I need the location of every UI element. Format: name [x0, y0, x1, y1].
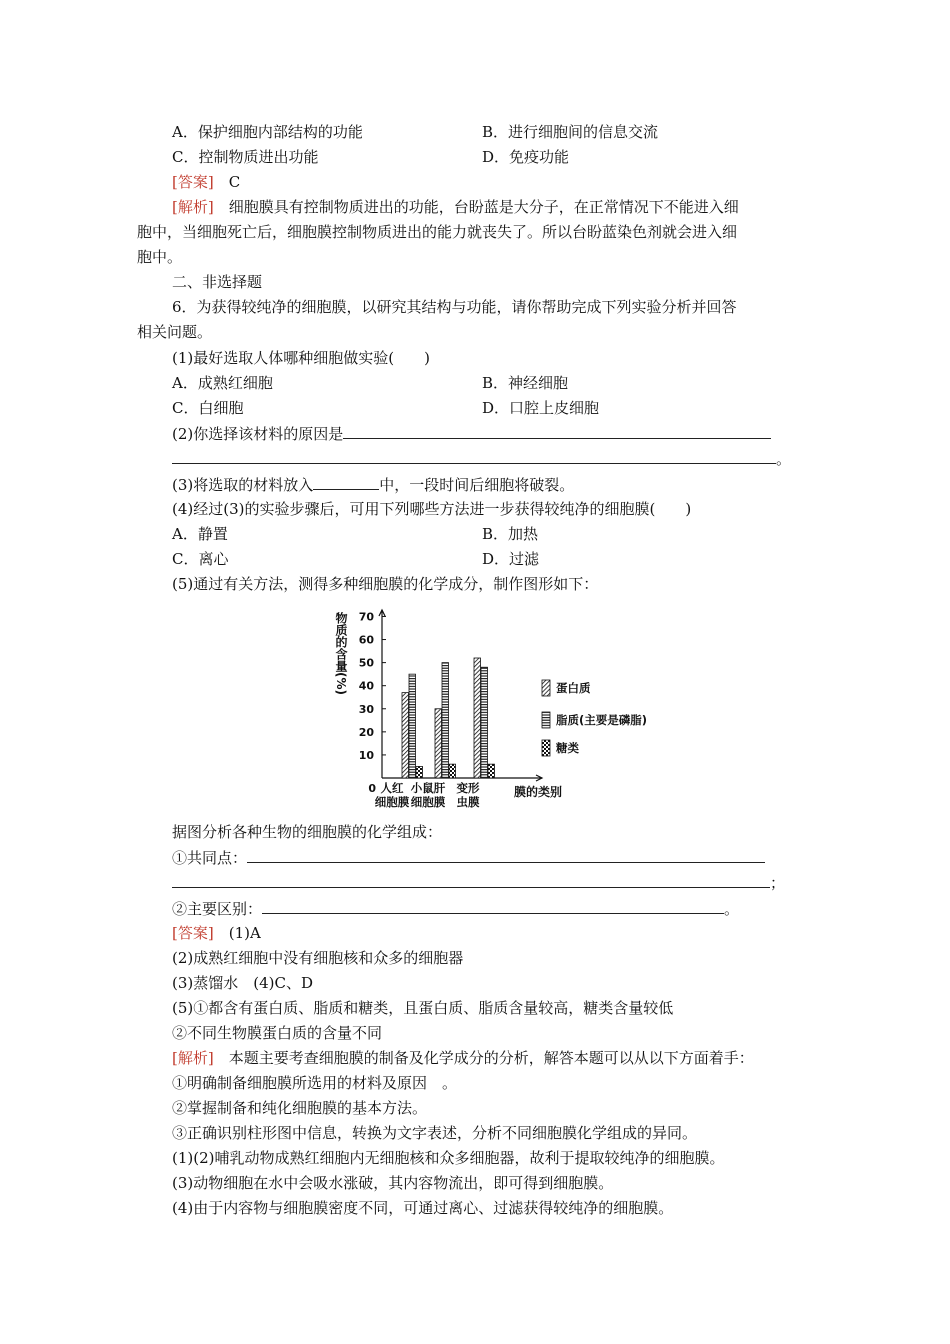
- q6-analysis-l7: (4)由于内容物与细胞膜密度不同，可通过离心、过滤获得较纯净的细胞膜。: [172, 1199, 674, 1217]
- analysis-tag: [解析]: [172, 1049, 214, 1067]
- q6-answer-l1: (1)A: [228, 924, 261, 942]
- legend-swatch: [542, 680, 550, 696]
- q6-part3: [172, 474, 574, 495]
- y-tick-label: 10: [358, 748, 374, 762]
- y-tick-label: 20: [358, 725, 374, 739]
- answer-blank[interactable]: [247, 847, 765, 863]
- q6-common-point: [172, 847, 765, 868]
- q6-common-label: ①共同点：: [172, 849, 248, 867]
- q6-after-chart: 据图分析各种生物的细胞膜的化学组成：: [172, 823, 443, 841]
- chart-legend: [542, 680, 647, 756]
- bar-2-1: [449, 764, 456, 778]
- q6-part2-end: 。: [776, 450, 792, 468]
- q6-p1-option-a: A．成熟红细胞: [172, 374, 273, 392]
- q6-common-end: ；: [770, 874, 786, 892]
- q6-answer-l3: (3)蒸馏水 (4)C、D: [172, 974, 313, 992]
- q6-p4-option-a: A．静置: [172, 525, 228, 543]
- q6-p1-option-b: B．神经细胞: [482, 374, 569, 392]
- q5-analysis-line3: 胞中。: [137, 248, 183, 266]
- q6-common-cont: [172, 872, 785, 893]
- q6-main-diff: [172, 898, 739, 919]
- bar-0-2: [474, 658, 481, 778]
- q6-p1-option-d: D．口腔上皮细胞: [482, 399, 600, 417]
- q6-analysis-l1: 本题主要考查细胞膜的制备及化学成分的分析，解答本题可以从以下方面着手：: [228, 1049, 754, 1067]
- x-tick-label: 虫膜: [456, 795, 480, 809]
- legend-swatch: [542, 740, 550, 756]
- q6-analysis-l4: ③正确识别柱形图中信息，转换为文字表述，分析不同细胞膜化学组成的异同。: [172, 1124, 698, 1142]
- y-tick-label: 70: [358, 610, 374, 624]
- membrane-composition-chart: [320, 600, 700, 820]
- answer-blank[interactable]: [172, 872, 770, 888]
- q6-diff-label: ②主要区别：: [172, 900, 263, 918]
- q6-answer: [172, 923, 261, 943]
- q6-diff-end: 。: [724, 900, 740, 918]
- q6-part4: (4)经过(3)的实验步骤后，可用下列哪些方法进一步获得较纯净的细胞膜( ): [172, 500, 692, 518]
- y-axis-label: 物质的含量(%): [334, 612, 348, 695]
- q6-stem-line1: 6．为获得较纯净的细胞膜，以研究其结构与功能，请你帮助完成下列实验分析并回答: [172, 298, 737, 316]
- q5-analysis-line2: 胞中，当细胞死亡后，细胞膜控制物质进出的能力就丧失了。所以台盼蓝染色剂就会进入细: [137, 223, 738, 241]
- x-tick-label: 细胞膜: [410, 795, 446, 809]
- q5-analysis-text1: 细胞膜具有控制物质进出的功能，台盼蓝是大分子，在正常情况下不能进入细: [228, 198, 739, 216]
- x-tick-label: 人红: [380, 781, 404, 795]
- q6-analysis-l6: (3)动物细胞在水中会吸水涨破，其内容物流出，即可得到细胞膜。: [172, 1174, 614, 1192]
- x-tick-label: 细胞膜: [374, 795, 410, 809]
- analysis-tag: [解析]: [172, 198, 214, 216]
- q6-part1: (1)最好选取人体哪种细胞做实验( ): [172, 349, 430, 367]
- y-tick-label: 30: [358, 702, 374, 716]
- chart-bars: [402, 658, 495, 778]
- q6-p4-option-b: B．加热: [482, 525, 539, 543]
- x-tick-label: 小鼠肝: [410, 781, 446, 795]
- q6-p4-option-d: D．过滤: [482, 550, 540, 568]
- q6-answer-l5: ②不同生物膜蛋白质的含量不同: [172, 1024, 383, 1042]
- answer-blank[interactable]: [313, 474, 379, 490]
- chart-x-labels: [375, 781, 480, 809]
- bar-1-1: [442, 663, 449, 778]
- q5-answer: [172, 172, 240, 192]
- q5-option-d: D．免疫功能: [482, 148, 570, 166]
- legend-swatch: [542, 712, 550, 728]
- q6-part3-post: 中，一段时间后细胞将破裂。: [379, 476, 575, 494]
- q6-p4-option-c: C．离心: [172, 550, 229, 568]
- q5-option-a: A．保护细胞内部结构的功能: [172, 123, 363, 141]
- bar-2-2: [488, 764, 495, 778]
- q5-option-c: C．控制物质进出功能: [172, 148, 319, 166]
- bar-0-1: [435, 709, 442, 778]
- q6-stem-line2: 相关问题。: [137, 323, 213, 341]
- section-title: 二、非选择题: [172, 273, 263, 291]
- q6-part3-pre: (3)将选取的材料放入: [172, 476, 314, 494]
- answer-tag: [答案]: [172, 924, 214, 942]
- q6-analysis-l2: ①明确制备细胞膜所选用的材料及原因 。: [172, 1074, 458, 1092]
- answer-blank[interactable]: [343, 423, 771, 439]
- x-axis-label: 膜的类别: [514, 785, 563, 799]
- y-tick-label: 50: [358, 656, 374, 670]
- q6-p1-option-c: C．白细胞: [172, 399, 244, 417]
- q5-analysis-line1: [172, 197, 739, 217]
- q6-part5: (5)通过有关方法，测得多种细胞膜的化学成分，制作图形如下：: [172, 575, 599, 593]
- y-tick-label: 40: [358, 679, 374, 693]
- q5-answer-text: C: [228, 173, 241, 191]
- q6-part2-text: (2)你选择该材料的原因是: [172, 425, 344, 443]
- q6-answer-l2: (2)成熟红细胞中没有细胞核和众多的细胞器: [172, 949, 464, 967]
- q6-analysis-l5: (1)(2)哺乳动物成熟红细胞内无细胞核和众多细胞器，故利于提取较纯净的细胞膜。: [172, 1149, 725, 1167]
- bar-2-0: [416, 766, 423, 778]
- q6-analysis: [172, 1048, 754, 1068]
- answer-blank[interactable]: [172, 448, 776, 464]
- legend-label: 糖类: [556, 741, 579, 755]
- y-tick-label: 0: [368, 782, 376, 795]
- x-tick-label: 变形: [456, 781, 480, 795]
- answer-tag: [答案]: [172, 173, 214, 191]
- q6-part2: [172, 423, 771, 444]
- bar-0-0: [402, 693, 409, 778]
- q6-answer-l4: (5)①都含有蛋白质、脂质和糖类，且蛋白质、脂质含量较高，糖类含量较低: [172, 999, 674, 1017]
- q6-analysis-l3: ②掌握制备和纯化细胞膜的基本方法。: [172, 1099, 428, 1117]
- bar-1-2: [481, 667, 488, 778]
- q5-option-b: B．进行细胞间的信息交流: [482, 123, 659, 141]
- legend-label: 脂质(主要是磷脂): [556, 713, 648, 727]
- y-tick-label: 60: [358, 633, 374, 647]
- answer-blank[interactable]: [262, 898, 724, 914]
- bar-1-0: [409, 674, 416, 778]
- q6-part2-cont: [172, 448, 791, 469]
- legend-label: 蛋白质: [556, 681, 591, 695]
